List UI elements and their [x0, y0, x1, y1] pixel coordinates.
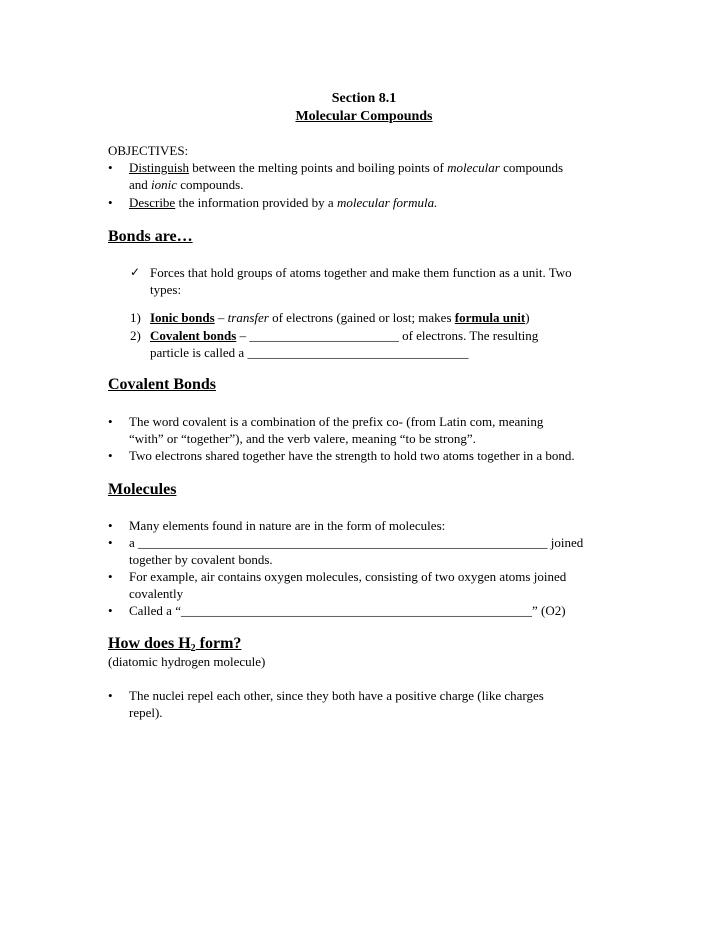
bullet-icon: •: [108, 569, 113, 584]
bullet-icon: •: [108, 414, 113, 429]
bullet-icon: •: [108, 160, 113, 175]
objective-1-text-end: compounds: [499, 160, 564, 175]
formula-unit-term: formula unit: [454, 310, 526, 325]
bonds-check-line-2: types:: [150, 282, 182, 297]
bonds-check-line-1: Forces that hold groups of atoms together and make them function as a unit. Two: [150, 265, 572, 280]
objective-1-line2-text: and: [129, 177, 152, 192]
objective-2-emphasis: molecular formula.: [336, 195, 438, 210]
list-number-1: 1): [130, 310, 141, 325]
covalent-bullet-2: Two electrons shared together have the strength to hold two atoms together in a bond.: [129, 448, 575, 463]
objective-2-verb: Describe: [129, 195, 176, 210]
heading-bonds: Bonds are…: [108, 228, 193, 245]
molecules-bullet-3-line-2: covalently: [129, 586, 184, 601]
h2-heading-text: How does H: [108, 635, 191, 652]
covalent-bonds-term: Covalent bonds: [150, 328, 237, 343]
bullet-icon: •: [108, 448, 113, 463]
h2-subtitle: (diatomic hydrogen molecule): [108, 654, 266, 669]
h2-heading-text-end: form?: [195, 635, 242, 652]
objective-1-text: between the melting points and boiling points of: [188, 160, 448, 175]
objective-2: [129, 194, 437, 211]
check-icon: ✓: [130, 265, 141, 279]
bullet-icon: •: [108, 518, 113, 533]
h2-bullet-1-line-1: The nuclei repel each other, since they both have a positive charge (like charges: [129, 688, 544, 703]
objectives-label: OBJECTIVES:: [108, 143, 189, 158]
objective-1-emphasis: molecular: [447, 160, 500, 175]
bullet-icon: •: [108, 535, 113, 550]
bullet-icon: •: [108, 688, 113, 703]
objective-2-text: the information provided by a: [175, 195, 337, 210]
objective-1-line-1: [129, 159, 563, 176]
page-title-text: Molecular Compounds: [295, 109, 433, 124]
ionic-bonds-term: Ionic bonds: [150, 310, 215, 325]
ionic-dash: –: [214, 310, 228, 325]
bullet-icon: •: [108, 603, 113, 618]
heading-h2-formation: [108, 635, 241, 652]
covalent-text: – _______________________ of electrons. The resulting: [236, 328, 539, 343]
heading-molecules: Molecules: [108, 481, 177, 498]
covalent-bullet-1-line-2: “with” or “together”), and the verb valere, meaning “to be strong”.: [129, 431, 476, 446]
h2-bullet-1-line-2: repel).: [129, 705, 163, 720]
objective-1-line2-end: compounds.: [177, 177, 244, 192]
molecules-bullet-2-line-2: together by covalent bonds.: [129, 552, 273, 567]
objective-1-line2-emphasis: ionic: [151, 177, 178, 192]
covalent-bonds-line: [150, 327, 538, 344]
covalent-bonds-line-2: particle is called a __________________________________: [150, 345, 469, 360]
h2-heading-subscript: 2: [190, 643, 196, 654]
objective-1-line-2: [129, 176, 243, 193]
molecules-bullet-1: Many elements found in nature are in the form of molecules:: [129, 518, 446, 533]
objective-1-verb: Distinguish: [129, 160, 189, 175]
ionic-emphasis: transfer: [227, 310, 269, 325]
ionic-close: ): [525, 310, 530, 325]
molecules-bullet-2-line-1: a _______________________________________________________________ joined: [129, 535, 584, 550]
heading-covalent-bonds: Covalent Bonds: [108, 376, 217, 393]
molecules-bullet-3-line-1: For example, air contains oxygen molecules, consisting of two oxygen atoms joined: [129, 569, 567, 584]
ionic-bonds-line: [150, 309, 530, 326]
list-number-2: 2): [130, 328, 141, 343]
ionic-text: of electrons (gained or lost; makes: [268, 310, 455, 325]
molecules-bullet-4: Called a “______________________________________________________” (O2): [129, 603, 566, 618]
section-number: Section 8.1: [331, 91, 397, 106]
page-title: [0, 108, 728, 125]
covalent-bullet-1-line-1: The word covalent is a combination of the prefix co- (from Latin com, meaning: [129, 414, 544, 429]
bullet-icon: •: [108, 195, 113, 210]
